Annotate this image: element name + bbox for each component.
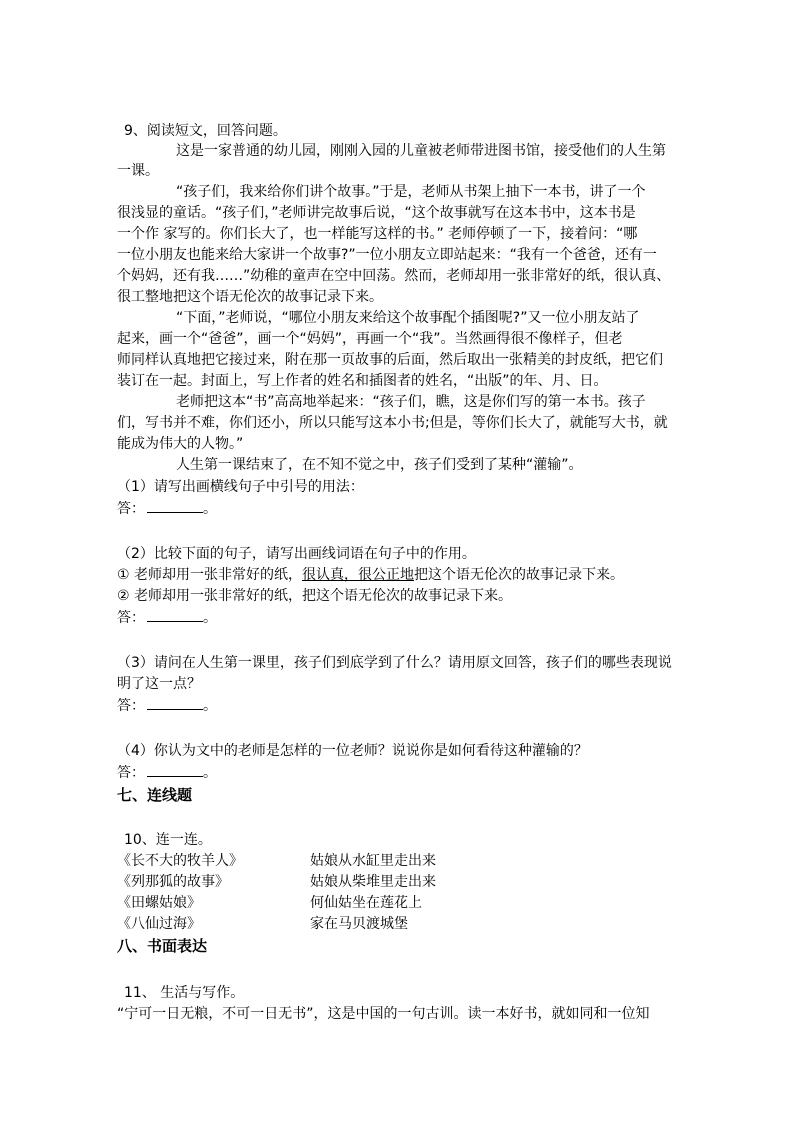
sentence-a-suffix: 把这个语无伦次的故事记录下来。 bbox=[414, 567, 625, 583]
q9-para2-line1: “孩子们，我来给你们讲个故事。”于是，老师从书架上抽下一本书，讲了一个 bbox=[176, 184, 646, 200]
q9-sub2-answer bbox=[117, 607, 217, 627]
q9-sub4-answer bbox=[117, 762, 217, 782]
q9-sub2-sentence-a bbox=[117, 565, 624, 585]
answer-blank[interactable] bbox=[147, 695, 203, 710]
answer-end: 。 bbox=[203, 610, 217, 626]
q9-sub3-line1: （3）请问在人生第一课里，孩子们到底学到了什么？请用原文回答，孩子们的哪些表现说 bbox=[117, 655, 672, 671]
q9-sub2-sentence-b: ② 老师却用一张非常好的纸，把这个语无伦次的故事记录下来。 bbox=[117, 588, 512, 604]
match-left-item[interactable]: 《八仙过海》 bbox=[117, 916, 201, 932]
answer-blank[interactable] bbox=[147, 498, 203, 513]
q9-para3-line3: 师同样认真地把它接过来，附在那一页故事的后面，然后取出一张精美的封皮纸，把它们 bbox=[117, 352, 663, 368]
answer-end: 。 bbox=[203, 698, 217, 714]
q9-title: 9、阅读短文，回答问题。 bbox=[124, 123, 287, 139]
q11-line1: “宁可一日无粮，不可一日无书”，这是中国的一句古训。读一本好书，就如同和一位知 bbox=[117, 1006, 650, 1022]
answer-label: 答： bbox=[117, 765, 145, 781]
q9-para1-line1: 这是一家普通的幼儿园，刚刚入园的儿童被老师带进图书馆，接受他们的人生第 bbox=[176, 143, 666, 159]
section7-heading: 七、连线题 bbox=[117, 786, 193, 804]
q9-para3-line4: 装订在一起。封面上，写上作者的姓名和插图者的姓名，“出版”的年、月、日。 bbox=[117, 373, 608, 389]
q9-sub3-line2: 明了这一点？ bbox=[117, 676, 201, 692]
q9-para3-line2: 起来，画一个“爸爸”，画一个“妈妈”，再画一个“我”。当然画得很不像样子，但老 bbox=[117, 331, 623, 347]
q9-para4-line3: 能成为伟大的人物。” bbox=[117, 436, 244, 452]
q11-title: 11、 生活与写作。 bbox=[124, 985, 245, 1001]
answer-blank[interactable] bbox=[147, 607, 203, 622]
q9-sub1: （1）请写出画横线句子中引号的用法： bbox=[117, 479, 364, 495]
q9-sub1-answer bbox=[117, 498, 217, 518]
q9-para1-line2: 一课。 bbox=[117, 163, 159, 179]
q9-para2-line2: 很浅显的童话。“孩子们，”老师讲完故事后说，“这个故事就写在这本书中，这本书是 bbox=[117, 205, 636, 221]
match-right-item[interactable]: 何仙姑坐在莲花上 bbox=[310, 895, 422, 911]
q9-para2-line3: 一个作 家写的。你们长大了，也一样能写这样的书。” 老师停顿了一下，接着问：“哪 bbox=[117, 226, 638, 242]
answer-end: 。 bbox=[203, 765, 217, 781]
sentence-a-underlined: 很认真，很公正地 bbox=[302, 567, 415, 583]
q9-para2-line5: 个妈妈，还有我……”幼稚的童声在空中回荡。然而，老师却用一张非常好的纸，很认真、 bbox=[117, 268, 671, 284]
sentence-a-prefix: ① 老师却用一张非常好的纸， bbox=[117, 567, 303, 583]
match-left-item[interactable]: 《列那狐的故事》 bbox=[117, 874, 229, 890]
q9-para5-line1: 人生第一课结束了，在不知不觉之中，孩子们受到了某种“灌输”。 bbox=[176, 457, 583, 473]
match-right-item[interactable]: 家在马贝渡城堡 bbox=[310, 916, 408, 932]
match-left-item[interactable]: 《田螺姑娘》 bbox=[117, 895, 201, 911]
match-left-item[interactable]: 《长不大的牧羊人》 bbox=[117, 853, 243, 869]
q9-para4-line1: 老师把这本“书”高高地举起来：“孩子们，瞧，这是你们写的第一本书。孩子 bbox=[176, 394, 646, 410]
q9-para4-line2: 们，写书并不难，你们还小，所以只能写这本小书;但是，等你们长大了，就能写大书，就 bbox=[117, 415, 668, 431]
answer-label: 答： bbox=[117, 610, 145, 626]
answer-blank[interactable] bbox=[147, 762, 203, 777]
q9-para3-line1: “下面，”老师说，“哪位小朋友来给这个故事配个插图呢?”又一位小朋友站了 bbox=[176, 310, 640, 326]
q9-para2-line4: 一位小朋友也能来给大家讲一个故事?”一位小朋友立即站起来：“我有一个爸爸，还有一 bbox=[117, 247, 657, 263]
q9-sub4: （4）你认为文中的老师是怎样的一位老师？说说你是如何看待这种灌输的？ bbox=[117, 743, 588, 759]
answer-end: 。 bbox=[203, 501, 217, 517]
q9-sub2: （2）比较下面的句子，请写出画线词语在句子中的作用。 bbox=[117, 546, 476, 562]
match-right-item[interactable]: 姑娘从柴堆里走出来 bbox=[310, 874, 436, 890]
answer-label: 答： bbox=[117, 698, 145, 714]
q9-sub3-answer bbox=[117, 695, 217, 715]
q10-title: 10、连一连。 bbox=[124, 832, 212, 848]
section8-heading: 八、书面表达 bbox=[117, 937, 208, 955]
q9-para2-line6: 很工整地把这个语无伦次的故事记录下来。 bbox=[117, 289, 383, 305]
match-right-item[interactable]: 姑娘从水缸里走出来 bbox=[310, 853, 436, 869]
answer-label: 答： bbox=[117, 501, 145, 517]
